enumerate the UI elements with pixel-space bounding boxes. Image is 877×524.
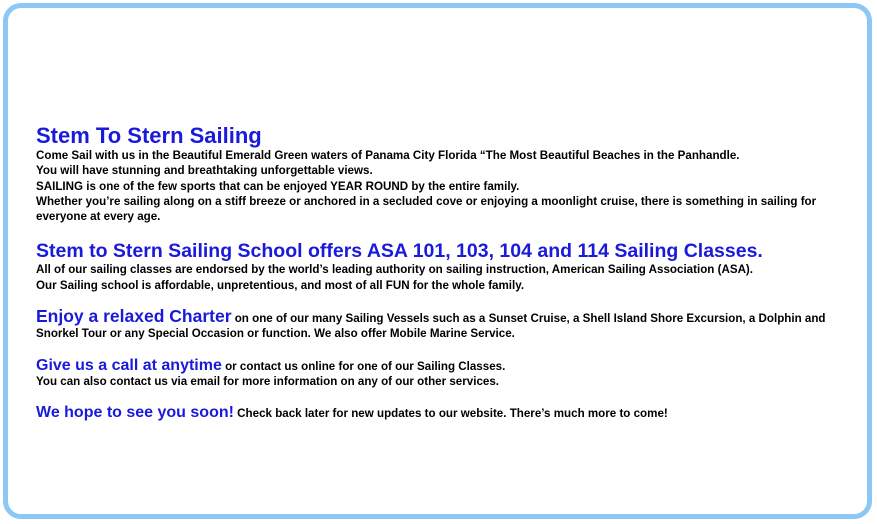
intro-heading: Stem To Stern Sailing [36, 123, 262, 148]
intro-line: SAILING is one of the few sports that can be enjoyed YEAR ROUND by the entire family. [36, 179, 520, 193]
school-section [36, 240, 846, 293]
charter-text: on one of our many Sailing Vessels such as a Sunset Cruise, a Shell Island Shore Excursion, a Dolphin and Snorkel Tour or any Special Occasion or function. We also offer Mobile Marine Service. [36, 312, 826, 341]
charter-section [36, 306, 846, 342]
school-line: Our Sailing school is affordable, unpretentious, and most of all FUN for the whole family. [36, 278, 525, 292]
closing-heading: We hope to see you soon! [36, 404, 234, 422]
school-heading: Stem to Stern Sailing School offers ASA 101, 103, 104 and 114 Sailing Classes. [36, 240, 763, 263]
intro-section [36, 124, 846, 224]
intro-line: Come Sail with us in the Beautiful Emerald Green waters of Panama City Florida “The Most Beautiful Beaches in the Panhandle. [36, 149, 740, 162]
call-heading: Give us a call at anytime [36, 356, 222, 374]
charter-heading: Enjoy a relaxed Charter [36, 306, 232, 327]
intro-line: You will have stunning and breathtaking unforgettable views. [36, 164, 373, 178]
school-text [36, 262, 846, 293]
call-section [36, 358, 846, 390]
content-frame [3, 3, 872, 519]
intro-text [36, 148, 846, 224]
main-content [36, 124, 846, 422]
closing-section [36, 405, 846, 421]
call-line2: You can also contact us via email for more information on any of our other services. [36, 374, 500, 388]
school-line: All of our sailing classes are endorsed by the world’s leading authority on sailing instruction, American Sailing Association (ASA). [36, 263, 754, 277]
intro-line: Whether you’re sailing along on a stiff breeze or anchored in a secluded cove or enjoying a moonlight cruise, there is something in sailing for everyone at every age. [36, 194, 817, 224]
closing-text: Check back later for new updates to our website. There’s much more to come! [233, 407, 668, 421]
call-text: or contact us online for one of our Sailing Classes. [221, 359, 506, 373]
